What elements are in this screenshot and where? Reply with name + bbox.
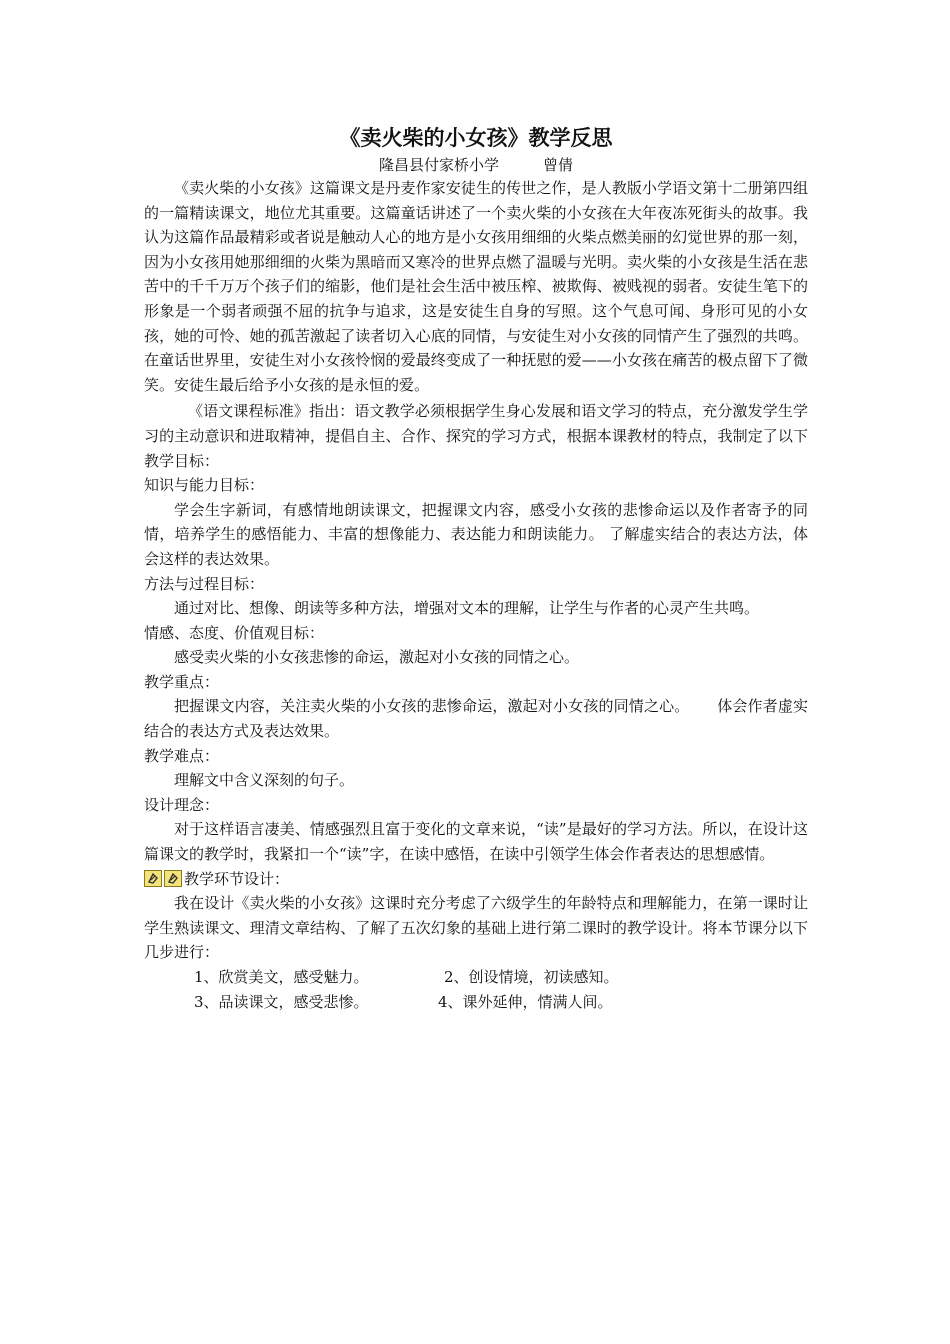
steps-row-1	[144, 965, 808, 990]
focus-paragraph: 把握课文内容，关注卖火柴的小女孩的悲惨命运，激起对小女孩的同情之心。 体会作者虚实结合的表达方式及表达效果。	[144, 697, 808, 741]
school-name: 隆昌县付家桥小学	[378, 156, 499, 174]
concept-paragraph: 对于这样语言凄美、情感强烈且富于变化的文章来说，“读”是最好的学习方法。所以，在设计这篇课文的教学时，我紧扣一个“读”字，在读中感悟，在读中引领学生体会作者表达的思想感情。	[144, 820, 808, 864]
intro-paragraph: 《卖火柴的小女孩》这篇课文是丹麦作家安徒生的传世之作，是人教版小学语文第十二册第四组的一篇精读课文，地位尤其重要。这篇童话讲述了一个卖火柴的小女孩在大年夜冻死街头的故事。我认为这篇作品最精彩或者说是触动人心的地方是小女孩用细细的火柴点燃美丽的幻觉世界的那一刻，因为小女孩用她那细细的火柴为黑暗而又寒冷的世界点燃了温暖与光明。卖火柴的小女孩是生活在悲苦中的千千万万个孩子们的缩影，他们是社会生活中被压榨、被欺侮、被贱视的弱者。安徒生笔下的形象是一个弱者顽强不屈的抗争与追求，这是安徒生自身的写照。这个气息可闻、身形可见的小女孩，她的可怜、她的孤苦激起了读者切入心底的同情，与安徒生对小女孩的同情产生了强烈的共鸣。在童话世界里，安徒生对小女孩怜悯的爱最终变成了一种抚慰的爱——小女孩在痛苦的极点留下了微笑。安徒生最后给予小女孩的是永恒的爱。	[144, 179, 808, 394]
author-name: 曾倩	[543, 156, 574, 174]
process-paragraph: 我在设计《卖火柴的小女孩》这课时充分考虑了六级学生的年龄特点和理解能力，在第一课时让学生熟读课文、理清文章结构、了解了五次幻象的基础上进行第二课时的教学设计。将本节课分以下几步进行：	[144, 894, 808, 962]
byline	[144, 154, 808, 176]
difficulty-heading: 教学难点：	[144, 746, 220, 765]
method-paragraph: 通过对比、想像、朗读等多种方法，增强对文本的理解，让学生与作者的心灵产生共鸣。	[174, 599, 760, 618]
steps-row-2	[144, 990, 808, 1015]
method-heading: 方法与过程目标：	[144, 574, 265, 593]
emotion-paragraph: 感受卖火柴的小女孩悲惨的命运，激起对小女孩的同情之心。	[174, 648, 580, 667]
knowledge-paragraph: 学会生字新词，有感情地朗读课文，把握课文内容，感受小女孩的悲惨命运以及作者寄予的同情，培养学生的感悟能力、丰富的想像能力、表达能力和朗读能力。 了解虚实结合的表达方法，体会这样的表达效果。	[144, 500, 808, 568]
step-item: 1、欣赏美文，感受魅力。	[194, 968, 369, 986]
step-item: 4、课外延伸，情满人间。	[438, 992, 613, 1011]
focus-heading: 教学重点：	[144, 672, 220, 691]
process-heading-row	[144, 867, 808, 892]
document-page	[144, 118, 808, 1014]
knowledge-heading: 知识与能力目标：	[144, 476, 265, 495]
step-item: 3、品读课文，感受悲惨。	[194, 992, 369, 1011]
document-link-icon[interactable]	[144, 870, 162, 887]
emotion-heading: 情感、态度、价值观目标：	[144, 623, 325, 642]
step-item: 2、创设情境，初读感知。	[444, 968, 619, 986]
concept-heading: 设计理念：	[144, 795, 220, 814]
difficulty-paragraph: 理解文中含义深刻的句子。	[174, 771, 355, 790]
document-link-icon[interactable]	[164, 870, 182, 887]
document-title: 《卖火柴的小女孩》教学反思	[339, 126, 613, 150]
process-heading: 教学环节设计：	[184, 869, 290, 888]
standard-paragraph: 《语文课程标准》指出：语文教学必须根据学生身心发展和语文学习的特点，充分激发学生学习的主动意识和进取精神，提倡自主、合作、探究的学习方式，根据本课教材的特点，我制定了以下教学目标：	[144, 402, 808, 470]
